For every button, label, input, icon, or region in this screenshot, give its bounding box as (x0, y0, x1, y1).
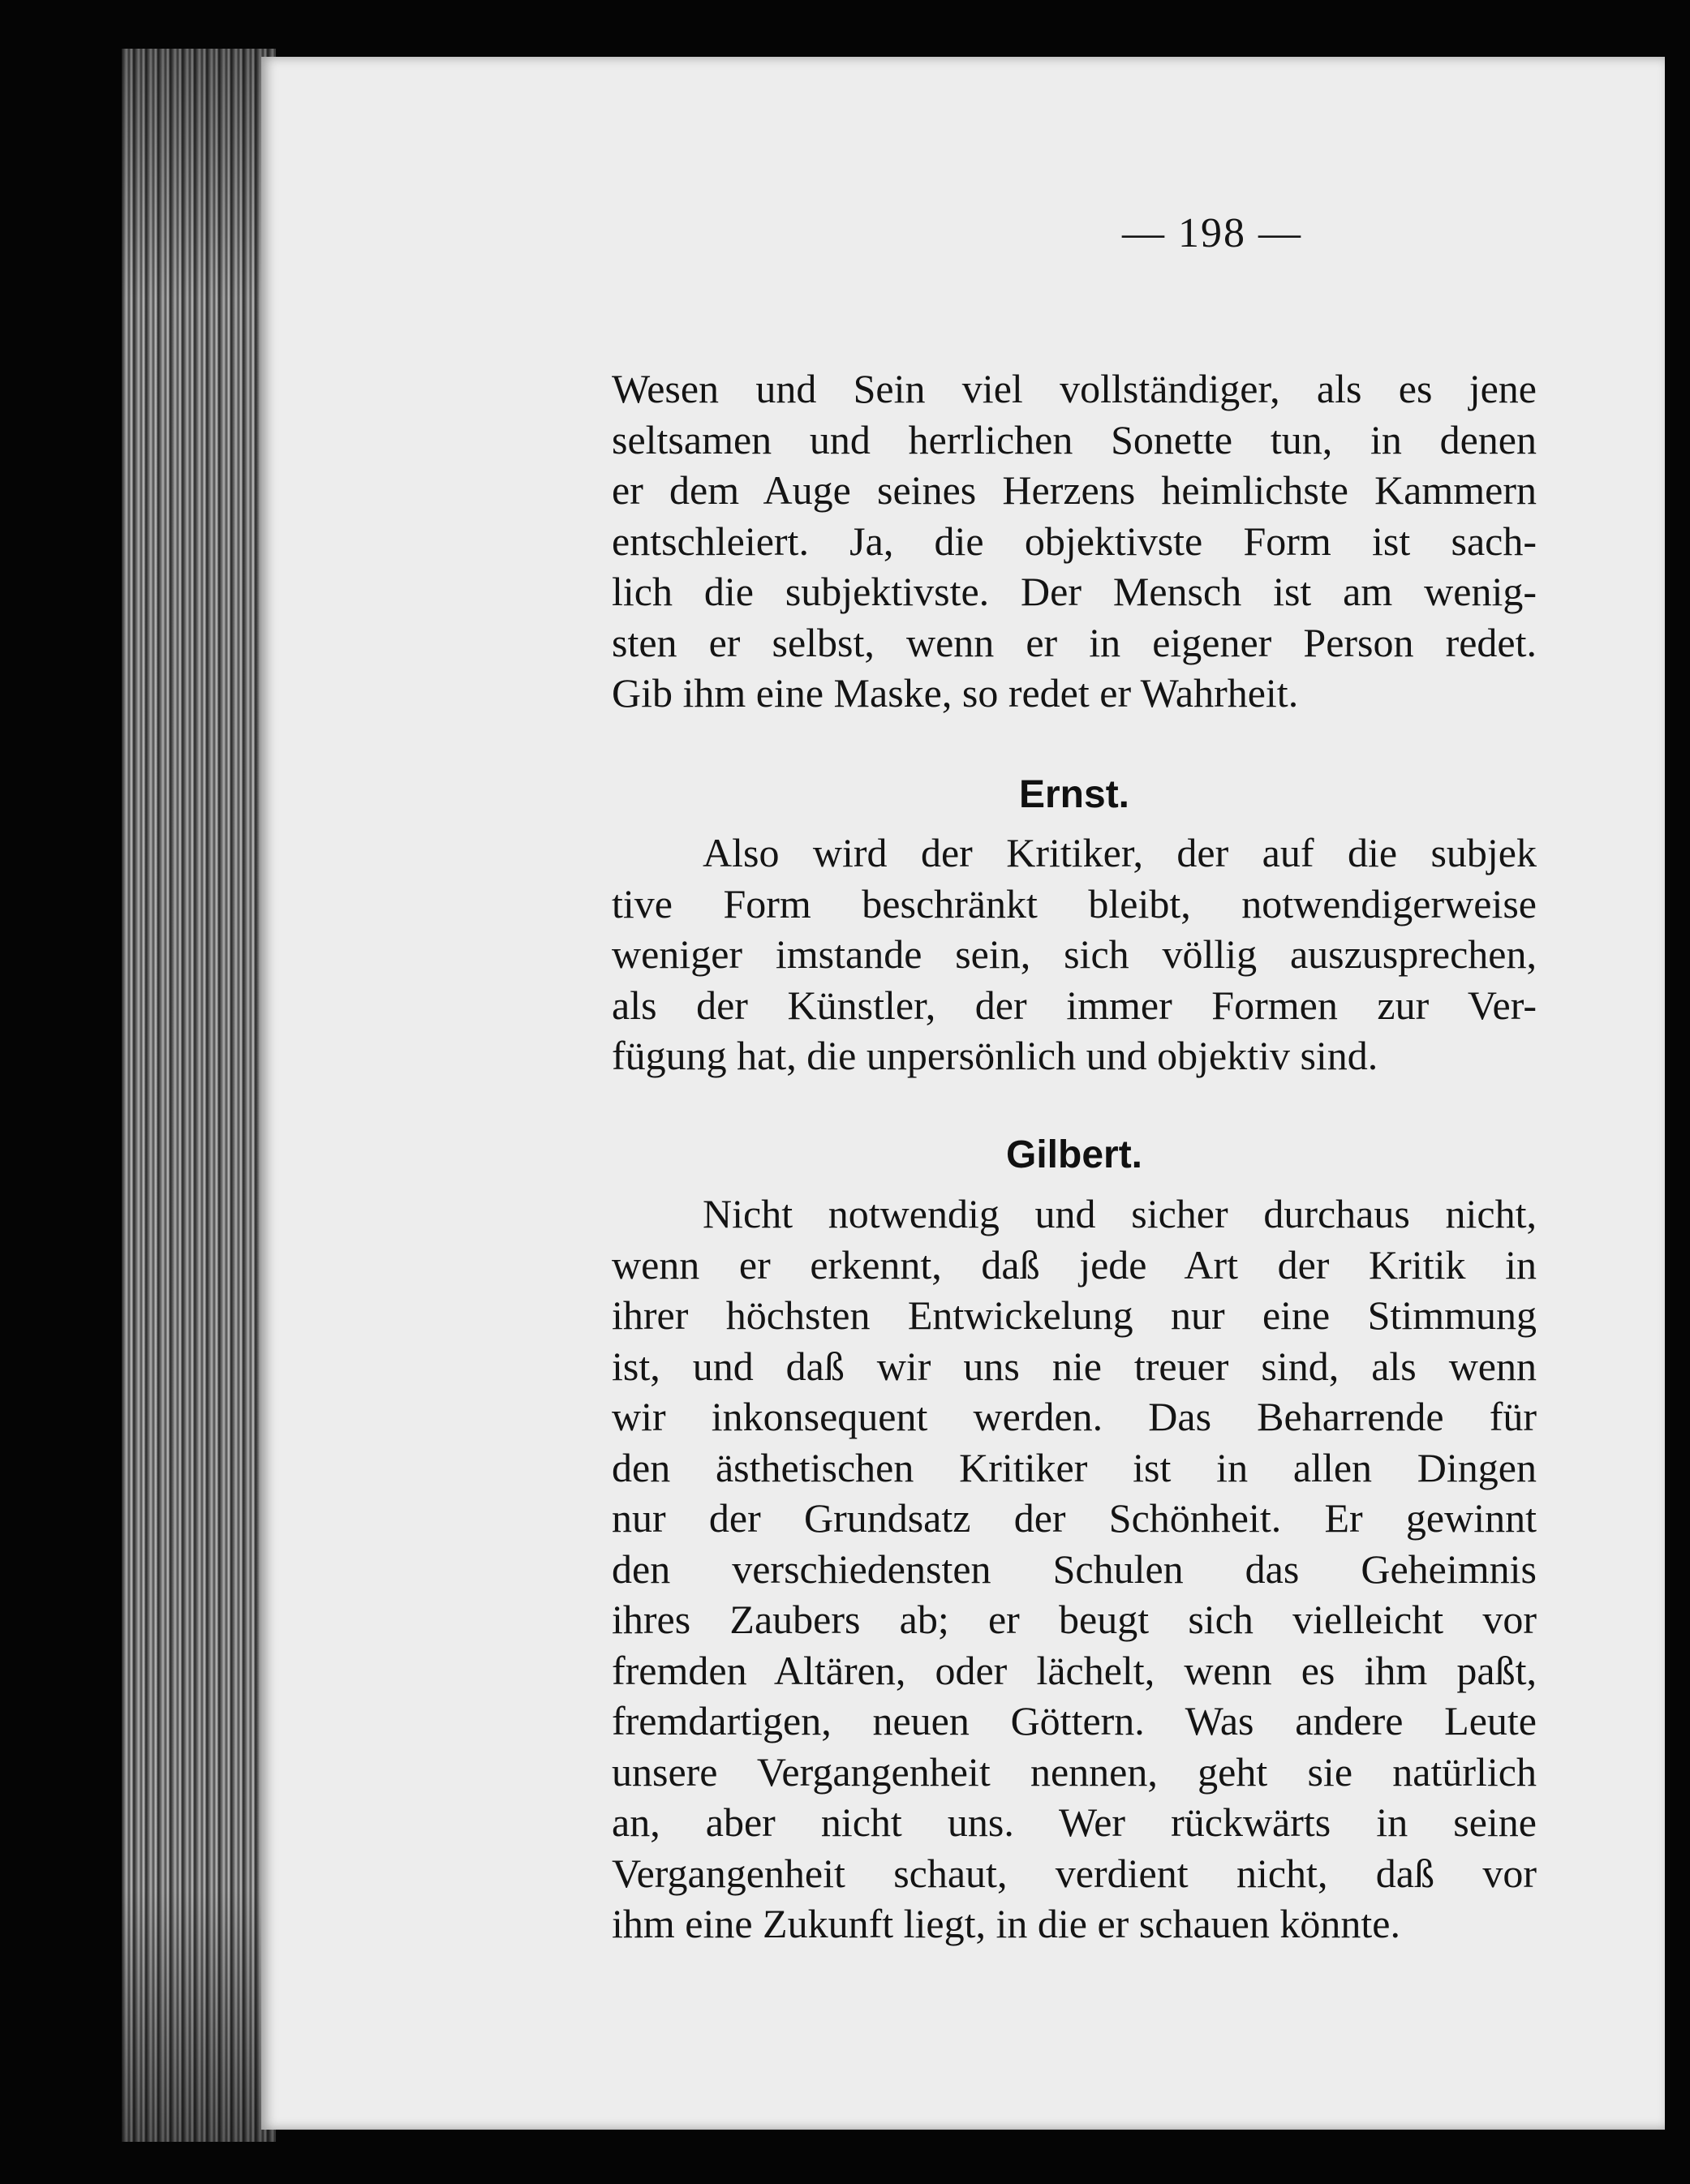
speaker-heading-gilbert: Gilbert. (1005, 1133, 1143, 1176)
text-line: ihm eine Zukunft liegt, in die er schauen könnte. (612, 1901, 1400, 1946)
paragraph-ernst (612, 828, 1537, 1081)
text-line: entschleiert. Ja, die objektivste Form ist sach- (612, 518, 1537, 564)
text-line: Nicht notwendig und sicher durchaus nicht, (703, 1191, 1537, 1236)
text-line: den ästhetischen Kritiker ist in allen Dingen (612, 1444, 1537, 1490)
text-line: Vergangenheit schaut, verdient nicht, daß vor (612, 1850, 1537, 1896)
text-line: sten er selbst, wenn er in eigener Person redet. (612, 619, 1537, 665)
text-line: fremdartigen, neuen Göttern. Was andere Leute (612, 1698, 1537, 1743)
text-line: seltsamen und herrlichen Sonette tun, in denen (612, 416, 1537, 462)
text-line: Wesen und Sein viel vollständiger, als es jene (612, 366, 1537, 411)
text-line: ist, und daß wir uns nie treuer sind, als wenn (612, 1343, 1537, 1389)
book-page (261, 57, 1665, 2130)
text-line: lich die subjektivste. Der Mensch ist am wenig- (612, 569, 1537, 614)
text-line: weniger imstande sein, sich völlig auszusprechen, (612, 931, 1537, 977)
text-line: ihrer höchsten Entwickelung nur eine Stimmung (612, 1292, 1537, 1338)
text-line: unsere Vergangenheit nennen, geht sie natürlich (612, 1748, 1537, 1795)
text-line: an, aber nicht uns. Wer rückwärts in seine (612, 1799, 1537, 1845)
text-line: nur der Grundsatz der Schönheit. Er gewinnt (612, 1495, 1537, 1541)
text-line: Also wird der Kritiker, der auf die subjek (703, 830, 1537, 875)
text-line: ihres Zaubers ab; er beugt sich vielleicht vor (612, 1597, 1537, 1642)
text-line: er dem Auge seines Herzens heimlichste Kammern (612, 467, 1537, 513)
paragraph-continuation (612, 363, 1537, 719)
text-line: fügung hat, die unpersönlich und objektiv sind. (612, 1033, 1378, 1078)
speaker-heading-ernst: Ernst. (1018, 773, 1130, 816)
paragraph-gilbert (612, 1189, 1537, 1950)
text-line: tive Form beschränkt bleibt, notwendigerweise (612, 880, 1537, 926)
text-line: als der Künstler, der immer Formen zur Ver- (612, 982, 1537, 1028)
text-line: wir inkonsequent werden. Das Beharrende für (612, 1394, 1537, 1439)
page-edges-shadow (122, 49, 276, 2142)
text-line: Gib ihm eine Maske, so redet er Wahrheit. (612, 670, 1299, 716)
text-line: fremden Altären, oder lächelt, wenn es ihm paßt, (612, 1647, 1537, 1693)
text-line: den verschiedensten Schulen das Geheimnis (612, 1546, 1537, 1592)
page-number: — 198 — (1122, 210, 1302, 256)
text-line: wenn er erkennt, daß jede Art der Kritik in (612, 1241, 1537, 1288)
